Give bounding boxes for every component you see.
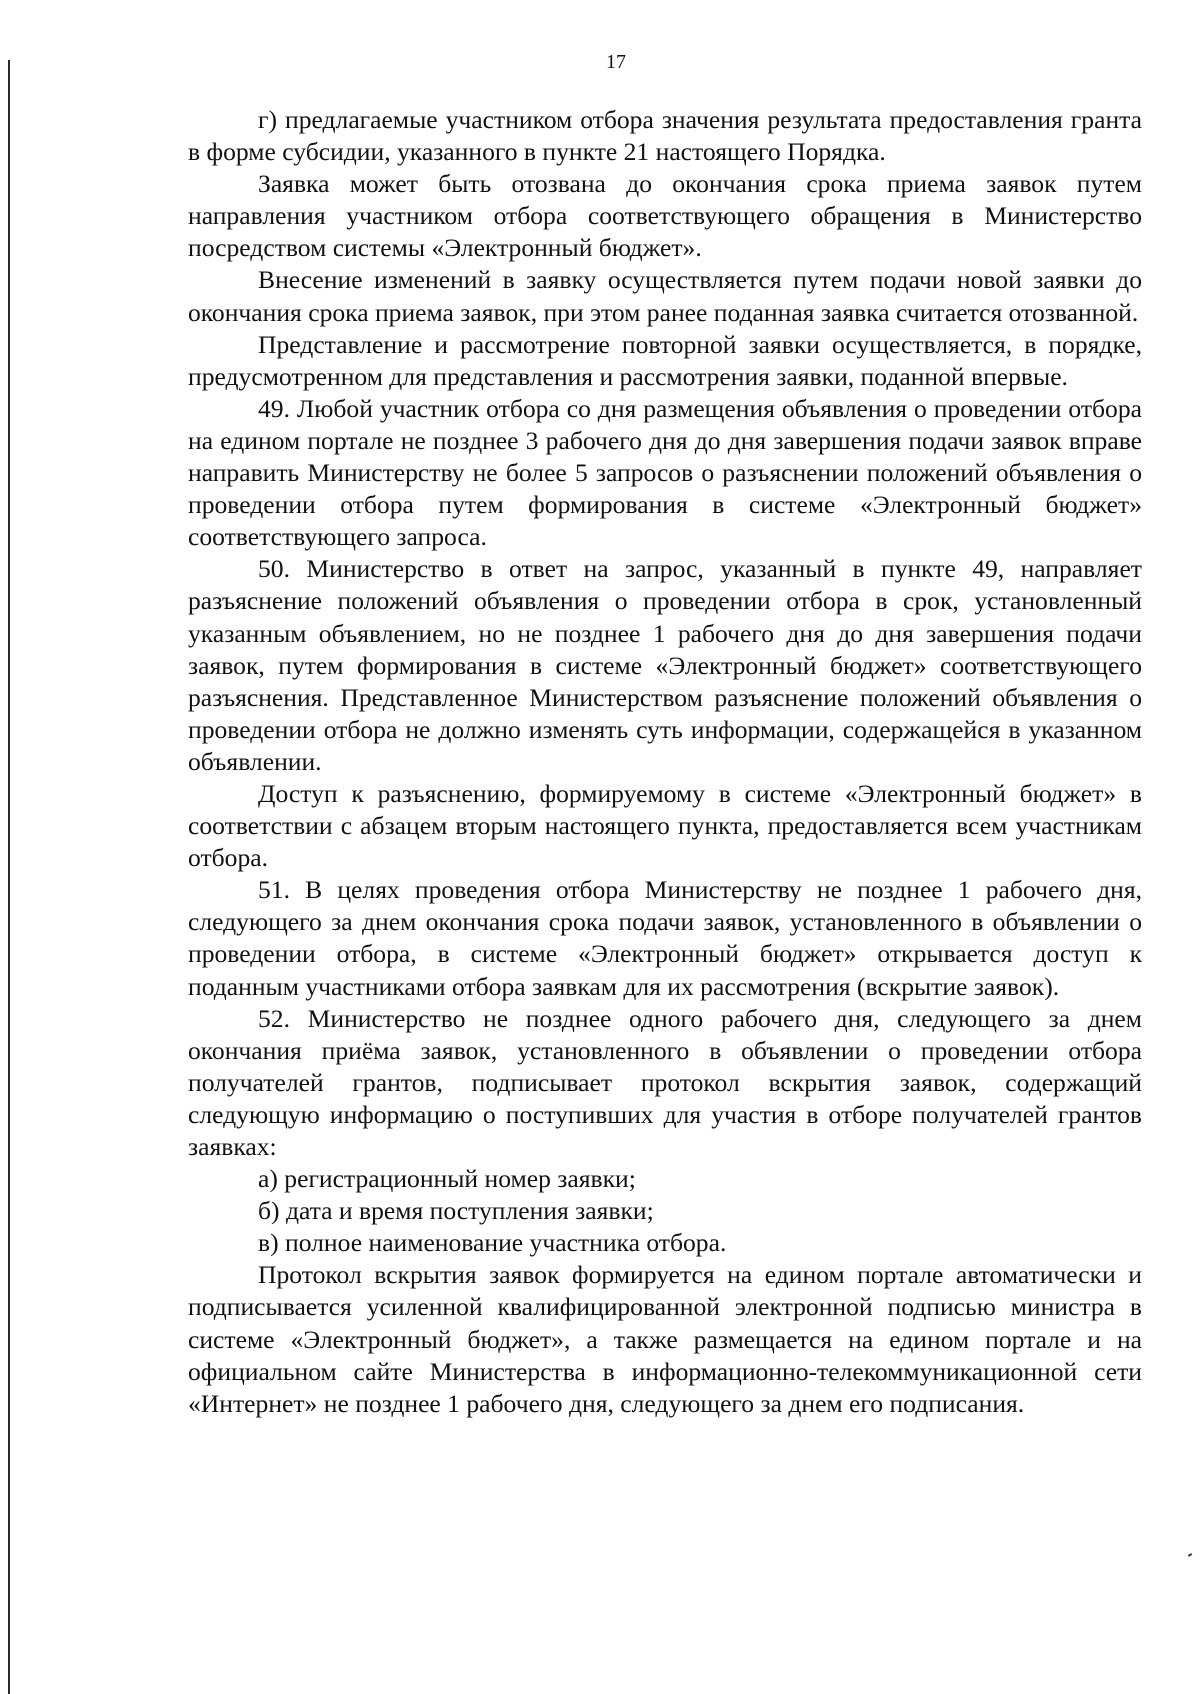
paragraph-clause-51: 51. В целях проведения отбора Министерству не позднее 1 рабочего дня, следующего за днем окончания срока подачи заявок, установленного в объявлении о проведении отбора, в системе «Электронный бюджет» открывается доступ к поданным участниками отбора заявкам для их рассмотрения (вскрытие заявок). [188,875,1142,1001]
paragraph-changes: Внесение изменений в заявку осуществляется путем подачи новой заявки до окончания срока приема заявок, при этом ранее поданная заявка считается отозванной. [188,265,1142,327]
list-item-b: б) дата и время поступления заявки; [258,1196,654,1226]
paragraph-clause-52: 52. Министерство не позднее одного рабочего дня, следующего за днем окончания приёма заявок, установленного в объявлении о проведении отбора получателей грантов, подписывает протокол вскрытия заявок, содержащий следующую информацию о поступивших для участия в отборе получателей грантов заявках: [188,1003,1142,1161]
document-body [188,104,1142,1420]
paragraph-resubmission: Представление и рассмотрение повторной заявки осуществляется, в порядке, предусмотренном для представления и рассмотрения заявки, поданной впервые. [188,329,1142,391]
scan-left-edge [8,60,10,1694]
paragraph-access: Доступ к разъяснению, формируемому в системе «Электронный бюджет» в соответствии с абзацем вторым настоящего пункта, предоставляется всем участникам отбора. [188,778,1142,873]
page-number: 17 [606,51,626,73]
paragraph-clause-50: 50. Министерство в ответ на запрос, указанный в пункте 49, направляет разъяснение положений объявления о проведении отбора в срок, установленный указанным объявлением, но не позднее 1 рабочего дня до дня завершения подачи заявок, путем формирования в системе «Электронный бюджет» соответствующего разъяснения. Представленное Министерством разъяснение положений объявления о проведении отбора не должно изменять суть информации, содержащейся в указанном объявлении. [188,554,1142,776]
paragraph-withdrawal: Заявка может быть отозвана до окончания срока приема заявок путем направления участником отбора соответствующего обращения в Министерство посредством системы «Электронный бюджет». [188,169,1142,263]
paragraph-item-g: г) предлагаемые участником отбора значения результата предоставления гранта в форме субсидии, указанного в пункте 21 настоящего Порядка. [188,105,1142,167]
scan-speck [1188,1553,1192,1557]
paragraph-protocol: Протокол вскрытия заявок формируется на едином портале автоматически и подписывается усиленной квалифицированной электронной подписью министра в системе «Электронный бюджет», а также размещается на едином портале и на официальном сайте Министерства в информационно-телекоммуникационной сети «Интернет» не позднее 1 рабочего дня, следующего за днем его подписания. [188,1260,1142,1418]
list-item-a: а) регистрационный номер заявки; [258,1164,636,1194]
list-item-v: в) полное наименование участника отбора. [258,1228,727,1258]
paragraph-clause-49: 49. Любой участник отбора со дня размещения объявления о проведении отбора на едином портале не позднее 3 рабочего дня до дня завершения подачи заявок вправе направить Министерству не более 5 запросов о разъяснении положений объявления о проведении отбора путем формирования в системе «Электронный бюджет» соответствующего запроса. [188,393,1142,552]
